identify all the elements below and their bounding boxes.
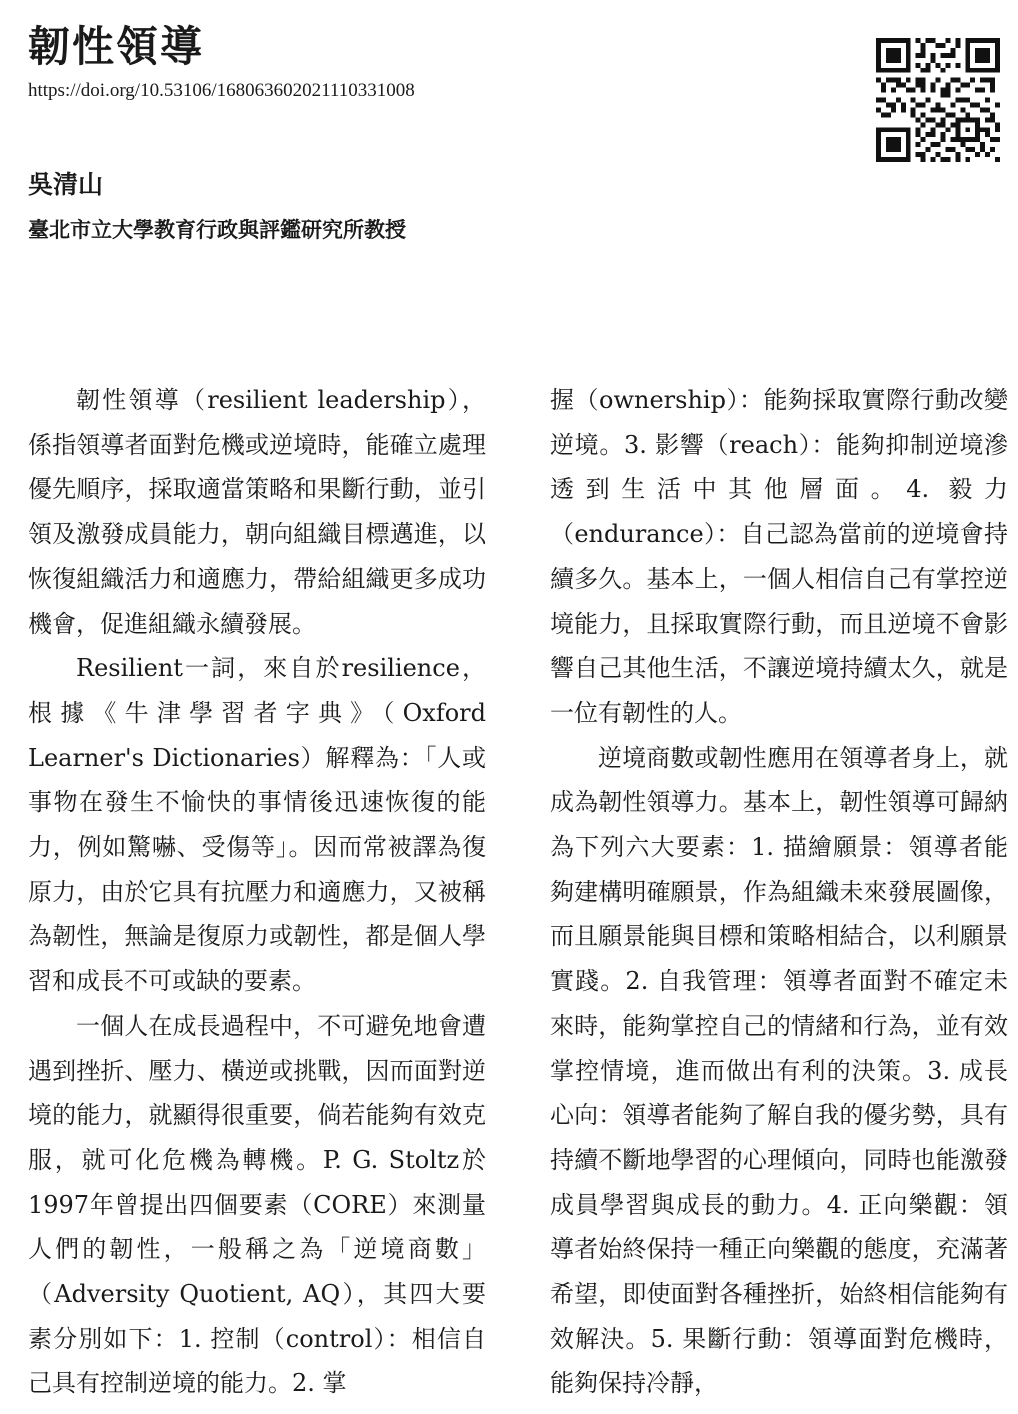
article-title: 韌性領導	[28, 22, 205, 71]
paragraph: 逆境商數或韌性應用在領導者身上，就成為韌性領導力。基本上，韌性領導可歸納為下列六大要素：1. 描繪願景：領導者能夠建構明確願景，作為組織未來發展圖像，而且願景能與目標和策略相結合，以利願景實踐。2. 自我管理：領導者面對不確定未來時，能夠掌控自己的情緒和行為，並有效掌控情境，進而做出有利的決策。3. 成長心向：領導者能夠了解自我的優劣勢，具有持續不斷地學習的心理傾向，同時也能激發成員學習與成長的動力。4. 正向樂觀：領導者始終保持一種正向樂觀的態度，充滿著希望，即使面對各種挫折，始終相信能夠有效解決。5. 果斷行動：領導面對危機時，能夠保持冷靜，	[550, 743, 1008, 1398]
paragraph: Resilient一詞，來自於resilience，根據《牛津學習者字典》（Oxford Learner's Dictionaries）解釋為：「人或事物在發生不愉快的事情後迅速恢復的能力，例如驚嚇、受傷等」。因而常被譯為復原力，由於它具有抗壓力和適應力，又被稱為韌性，無論是復原力或韌性，都是個人學習和成長不可或缺的要素。	[28, 654, 486, 996]
paragraph: 一個人在成長過程中，不可避免地會遭遇到挫折、壓力、橫逆或挑戰，因而面對逆境的能力，就顯得很重要，倘若能夠有效克服，就可化危機為轉機。P. G. Stoltz於1997年曾提出四個要素（CORE）來測量人們的韌性，一般稱之為「逆境商數」（Adversity Quotient, AQ），其四大要素分別如下：1. 控制（control）：相信自己具有控制逆境的能力。2. 掌	[28, 1011, 486, 1398]
qr-code-icon	[876, 38, 1000, 162]
paragraph: 韌性領導（resilient leadership），係指領導者面對危機或逆境時，能確立處理優先順序，採取適當策略和果斷行動，並引領及激發成員能力，朝向組織目標邁進，以恢復組織活力和適應力，帶給組織更多成功機會，促進組織永續發展。	[28, 386, 486, 638]
body-column-left	[28, 378, 486, 1406]
author-affiliation: 臺北市立大學教育行政與評鑑研究所教授	[28, 217, 406, 242]
paragraph: 握（ownership）：能夠採取實際行動改變逆境。3. 影響（reach）：能夠抑制逆境滲透到生活中其他層面。4. 毅力（endurance）：自己認為當前的逆境會持續多久。基本上，一個人相信自己有掌控逆境能力，且採取實際行動，而且逆境不會影響自己其他生活，不讓逆境持續太久，就是一位有韌性的人。	[550, 386, 1008, 727]
doi-link[interactable]: https://doi.org/10.53106/168063602021110331008	[28, 80, 415, 101]
body-column-right	[550, 378, 1008, 1406]
author-name: 吳清山	[28, 170, 104, 199]
